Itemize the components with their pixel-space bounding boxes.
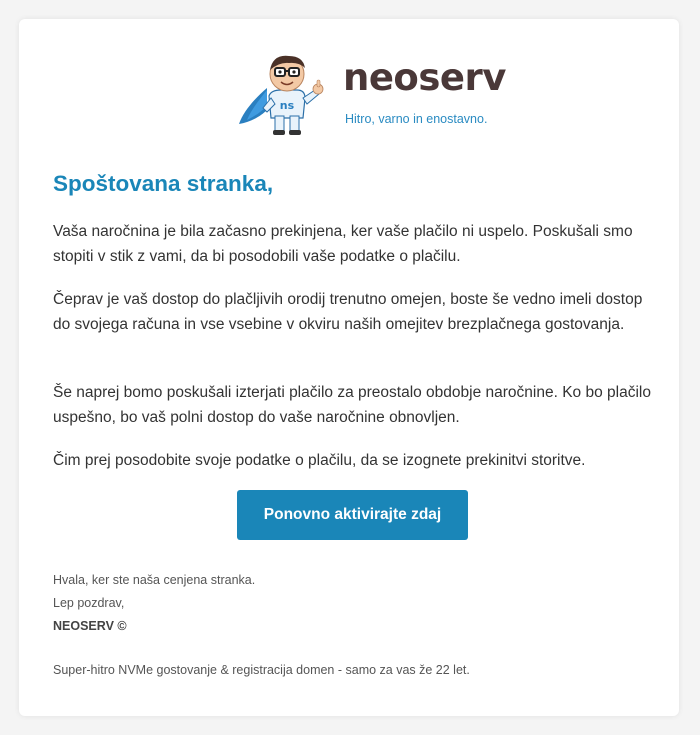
signature-text: NEOSERV © [53,619,127,633]
body-paragraph: Še naprej bomo poskušali izterjati plačilo za preostalo obdobje naročnine. Ko bo plačilo uspešno, bo vaš polni dostop do vaše naročnine obnovljen. [53,384,651,426]
brand-logo[interactable] [237,50,506,138]
thanks-text: Hvala, ker ste naša cenjena stranka. [53,573,256,587]
reactivate-button[interactable]: Ponovno aktivirajte zdaj [237,490,468,540]
body-paragraph: Čeprav je vaš dostop do plačljivih orodij trenutno omejen, boste še vedno imeli dostop do svojega računa in vse vsebine v okviru naših omejitev brezplačnega gostovanja. [53,291,643,333]
body-paragraph: Čim prej posodobite svoje podatke o plačilu, da se izognete prekinitvi storitve. [53,452,586,469]
body-paragraph: Vaša naročnina je bila začasno prekinjena, ker vaše plačilo ni uspelo. Poskušali smo stopiti v stik z vami, da bi posodobili vaše podatke o plačilu. [53,223,633,265]
brand-name: neoserv [343,56,506,99]
brand-tagline: Hitro, varno in enostavno. [345,112,488,126]
superhero-mascot-icon [237,50,337,138]
greeting-heading: Spoštovana stranka, [53,171,274,196]
email-card [19,19,679,716]
shirt-logo-text: ns [279,99,295,112]
slogan-text: Super-hitro NVMe gostovanje & registracija domen - samo za vas že 22 let. [53,663,470,677]
regards-text: Lep pozdrav, [53,596,125,610]
